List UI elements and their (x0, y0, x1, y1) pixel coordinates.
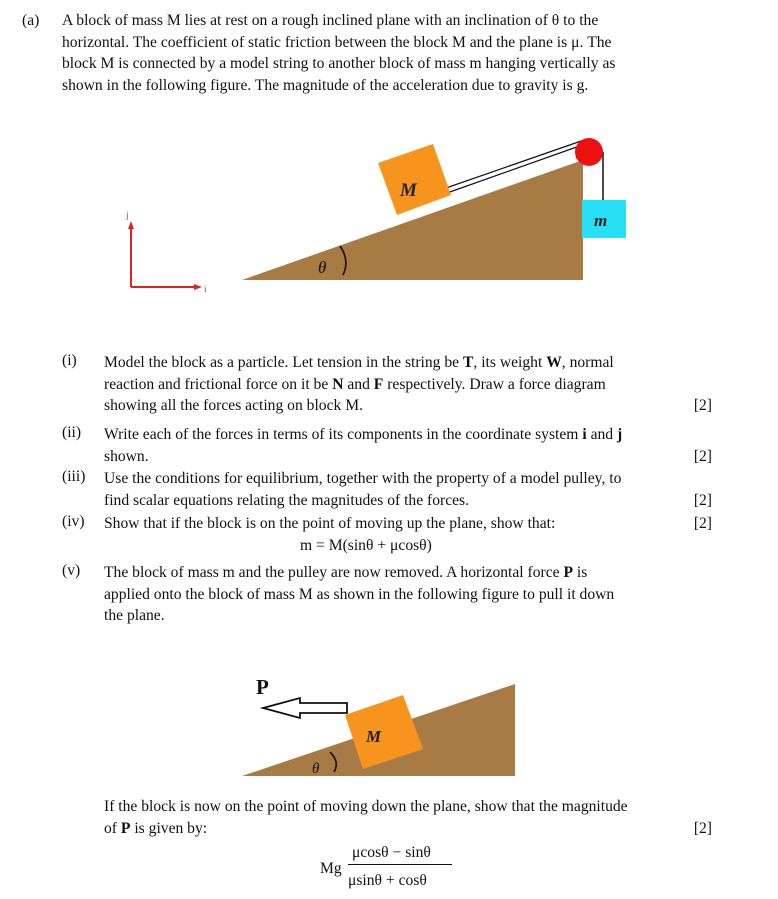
block-M-label: M (400, 180, 417, 201)
formula-fraction-bar (348, 864, 452, 865)
part-iii-text: Use the conditions for equilibrium, together with the property of a model pulley, to find scalar equations relating the magnitudes of the forces. [2] (104, 468, 712, 511)
force-P-label: P (256, 675, 269, 699)
final-text: If the block is now on the point of moving down the plane, show that the magnitude of P is given by: [2] (104, 796, 712, 839)
block-M-2-label: M (366, 727, 382, 746)
figure-inclined-plane-pulley (0, 0, 778, 330)
part-iv-equation: m = M(sinθ + μcosθ) (300, 537, 432, 554)
formula-numerator: μcosθ − sinθ (352, 844, 431, 861)
intro-line-2: horizontal. The coefficient of static friction between the block M and the plane is μ. The (62, 33, 612, 51)
intro-line-1: A block of mass M lies at rest on a rough inclined plane with an inclination of θ to the (62, 12, 599, 29)
intro-line-3: block M is connected by a model string to another block of mass m hanging vertically as (62, 55, 616, 72)
force-P-arrow-icon (263, 698, 347, 718)
formula-denominator: μsinθ + cosθ (348, 872, 427, 889)
axis-j-arrow-icon (128, 221, 134, 229)
part-ii-label: (ii) (62, 424, 82, 441)
angle-theta-label: θ (318, 258, 327, 277)
formula-prefix: Mg (320, 860, 342, 877)
axis-i-label: i (204, 284, 207, 294)
question-label: (a) (22, 12, 40, 29)
angle-theta-label-2: θ (312, 761, 320, 777)
final-marks: [2] (693, 819, 712, 837)
coordinate-axes (125, 210, 207, 294)
part-v-text: The block of mass m and the pulley are now removed. A horizontal force P is applied onto the block of mass M as shown in the following figure to pull it down the plane. (104, 564, 615, 624)
part-i-label: (i) (62, 352, 77, 369)
axis-i-arrow-icon (194, 284, 202, 290)
part-iv-text: Show that if the block is on the point of moving up the plane, show that: [2] (104, 513, 712, 535)
part-iii-marks: [2] (693, 491, 712, 509)
axis-j-label: j (126, 210, 129, 220)
part-ii-marks: [2] (693, 447, 712, 465)
pulley (575, 138, 603, 166)
part-iv-label: (iv) (62, 513, 85, 530)
figure-horizontal-force (0, 640, 778, 790)
part-i-marks: [2] (693, 397, 712, 414)
part-ii-text: Write each of the forces in terms of its components in the coordinate system i and j shown. [2] (104, 424, 712, 467)
part-v-label: (v) (62, 562, 81, 579)
part-iii-label: (iii) (62, 468, 86, 485)
part-iv-marks: [2] (693, 515, 712, 532)
intro-line-4: shown in the following figure. The magnitude of the acceleration due to gravity is g. (62, 76, 589, 94)
part-i-text: Model the block as a particle. Let tension in the string be T, its weight W, normal reaction and frictional force on it be N and F respectively. Draw a force diagram showing all the forces acting on block M. [2] (104, 352, 712, 417)
block-m-label: m (594, 211, 608, 230)
